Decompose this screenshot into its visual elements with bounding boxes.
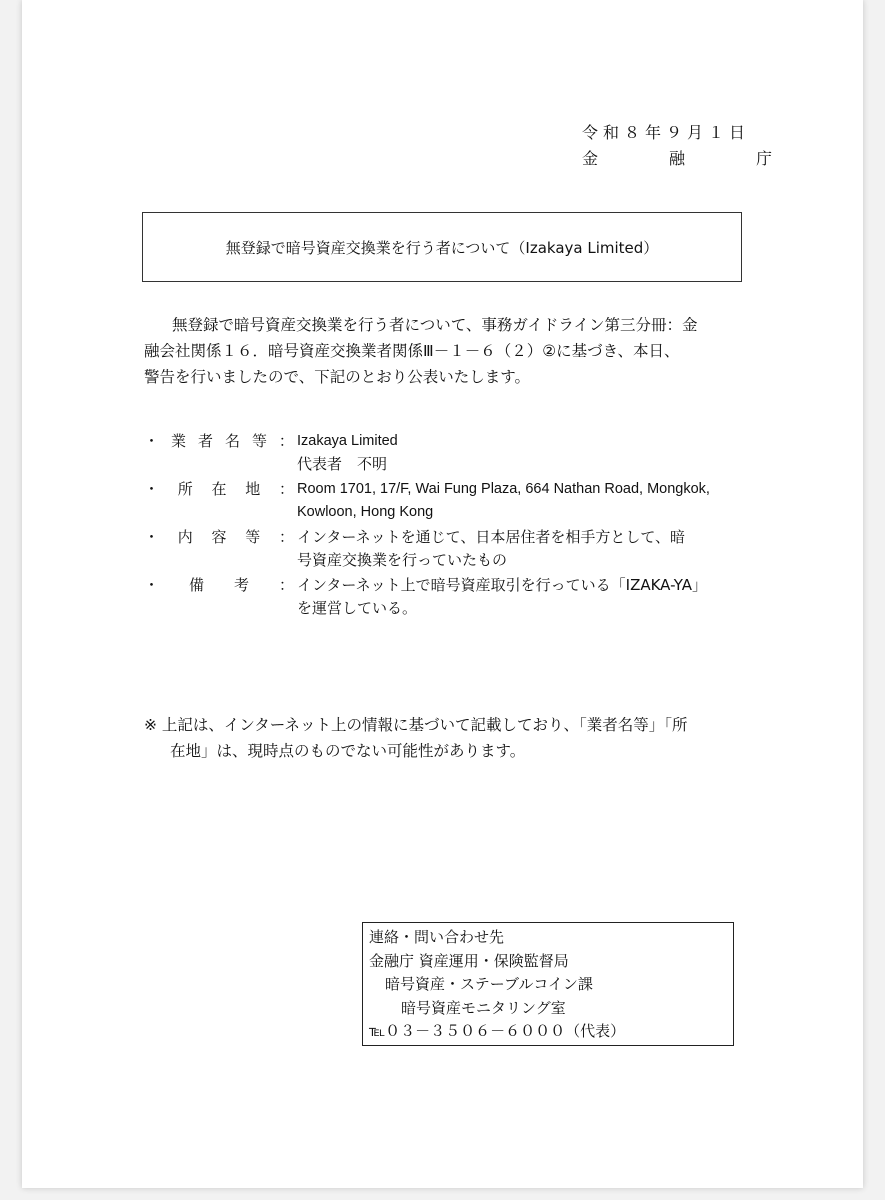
contact-line: 暗号資産・ステーブルコイン課 bbox=[385, 975, 593, 993]
detail-item-remarks bbox=[144, 574, 784, 619]
intro-paragraph bbox=[144, 312, 752, 390]
disclaimer-note bbox=[144, 712, 764, 764]
issuing-agency bbox=[582, 146, 772, 169]
detail-label: ・ 備 考 ： bbox=[144, 576, 294, 594]
detail-value: 号資産交換業を行っていたもの bbox=[297, 550, 508, 569]
document-page bbox=[22, 0, 863, 1188]
details-list bbox=[144, 430, 784, 622]
document-title-box bbox=[142, 212, 742, 282]
detail-value: Room 1701, 17/F, Wai Fung Plaza, 664 Nathan Road, Mongkok, bbox=[297, 481, 710, 497]
intro-line: 無登録で暗号資産交換業を行う者について、事務ガイドライン第三分冊：金 bbox=[172, 316, 698, 334]
detail-item-company-name bbox=[144, 430, 784, 475]
document-title: 無登録で暗号資産交換業を行う者について（Izakaya Limited） bbox=[225, 238, 659, 257]
detail-label: ・ 業 者 名 等 ： bbox=[144, 432, 294, 450]
detail-value: Izakaya Limited bbox=[297, 433, 398, 449]
agency-char: 金 bbox=[582, 149, 599, 168]
issue-date: 令和８年９月１日 bbox=[582, 123, 751, 142]
contact-box bbox=[362, 922, 734, 1046]
detail-label: ・ 所 在 地 ： bbox=[144, 480, 294, 498]
detail-item-address bbox=[144, 478, 784, 523]
detail-value: を運営している。 bbox=[297, 598, 418, 617]
detail-label: ・ 内 容 等 ： bbox=[144, 528, 294, 546]
detail-value: Kowloon, Hong Kong bbox=[297, 503, 434, 520]
detail-item-content bbox=[144, 526, 784, 571]
detail-value: 代表者 不明 bbox=[297, 454, 388, 473]
note-line: 在地」は、現時点のものでない可能性があります。 bbox=[170, 742, 526, 760]
contact-heading: 連絡・問い合わせ先 bbox=[369, 928, 505, 946]
intro-line: 融会社関係１６．暗号資産交換業者関係Ⅲ－１－６（２）②に基づき、本日、 bbox=[144, 342, 680, 360]
contact-telephone: ℡０３－３５０６－６０００（代表） bbox=[369, 1022, 626, 1040]
detail-value: インターネットを通じて、日本居住者を相手方として、暗 bbox=[297, 528, 686, 546]
contact-line: 金融庁 資産運用・保険監督局 bbox=[369, 951, 569, 970]
agency-char: 庁 bbox=[755, 149, 772, 168]
detail-value: インターネット上で暗号資産取引を行っている「IZAKA-YA」 bbox=[297, 576, 708, 594]
note-line: ※ 上記は、インターネット上の情報に基づいて記載しており、「業者名等」「所 bbox=[144, 716, 688, 734]
contact-line: 暗号資産モニタリング室 bbox=[401, 998, 566, 1017]
agency-char: 融 bbox=[668, 149, 685, 168]
intro-line: 警告を行いましたので、下記のとおり公表いたします。 bbox=[144, 368, 530, 386]
